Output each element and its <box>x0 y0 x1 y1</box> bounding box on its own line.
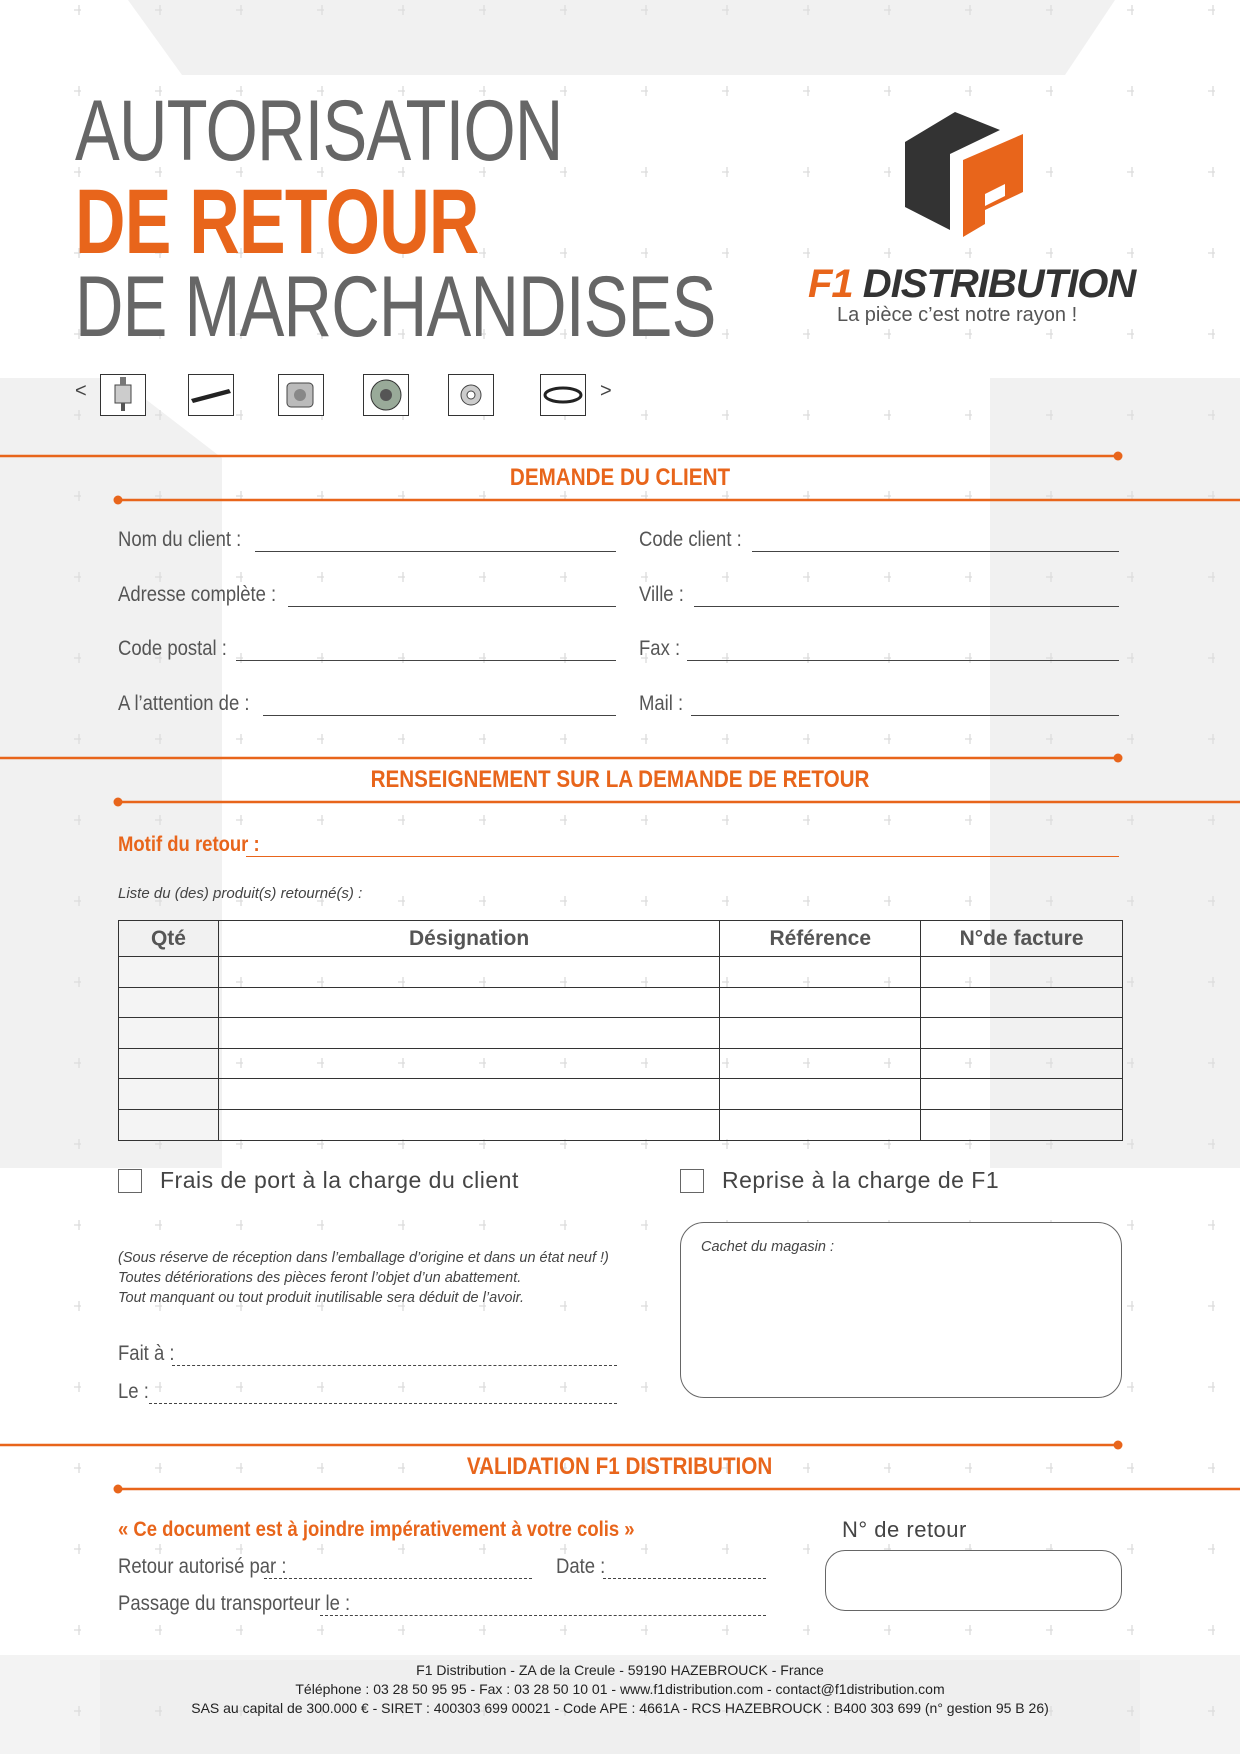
attach-notice: « Ce document est à joindre impérativement à votre colis » <box>118 1518 635 1541</box>
table-cell-designation[interactable] <box>218 1079 719 1110</box>
table-cell-reference[interactable] <box>720 1048 921 1079</box>
authorized-by-field[interactable]: Retour autorisé par : <box>118 1555 532 1579</box>
bearing-icon[interactable] <box>448 374 494 416</box>
table-cell-designation[interactable] <box>218 1048 719 1079</box>
carburetor-icon[interactable] <box>278 374 324 416</box>
table-cell-qty[interactable] <box>119 987 219 1018</box>
table-row <box>119 1079 1123 1110</box>
title-line-1: AUTORISATION <box>75 83 563 179</box>
table-cell-designation[interactable] <box>218 987 719 1018</box>
table-cell-invoice[interactable] <box>921 1079 1123 1110</box>
title-line-2: DE RETOUR <box>75 171 479 273</box>
table-row <box>119 1048 1123 1079</box>
table-cell-reference[interactable] <box>720 957 921 988</box>
carousel-prev-arrow[interactable]: < <box>75 380 87 402</box>
product-list-label: Liste du (des) produit(s) retourné(s) : <box>118 885 363 902</box>
table-cell-qty[interactable] <box>119 1048 219 1079</box>
fax-field[interactable]: Fax : <box>639 637 1119 661</box>
date-le-field[interactable]: Le : <box>118 1380 617 1404</box>
products-table <box>118 920 1123 1141</box>
brand-name: F1 DISTRIBUTION <box>808 262 1136 306</box>
belt-icon[interactable] <box>540 374 586 416</box>
column-header-qty: Qté <box>119 921 219 957</box>
postal-code-field[interactable]: Code postal : <box>118 637 616 661</box>
pickup-f1-label: Reprise à la charge de F1 <box>722 1167 1000 1193</box>
company-footer: F1 Distribution - ZA de la Creule - 59190 HAZEBROUCK - France Téléphone : 03 28 50 95 95 - Fax : 03 28 50 10 01 - www.f1distribution.com - contact@f1distribution.com SAS au capital de 300.000 € - SIRET : 400303 699 00021 - Code APE : 4661A - RCS HAZEBROUCK : B400 303 699 (n° gestion 95 B 26) <box>191 1662 1049 1716</box>
mower-blade-icon[interactable] <box>188 374 234 416</box>
table-cell-reference[interactable] <box>720 1079 921 1110</box>
table-cell-qty[interactable] <box>119 957 219 988</box>
shipping-client-checkbox[interactable] <box>118 1169 142 1193</box>
column-header-invoice: N°de facture <box>921 921 1123 957</box>
pickup-f1-checkbox[interactable] <box>680 1169 704 1193</box>
attention-field[interactable]: A l’attention de : <box>118 692 616 716</box>
trimmer-head-icon[interactable] <box>363 374 409 416</box>
table-cell-designation[interactable] <box>218 1109 719 1140</box>
table-cell-invoice[interactable] <box>921 1018 1123 1049</box>
table-cell-qty[interactable] <box>119 1079 219 1110</box>
table-row <box>119 987 1123 1018</box>
table-row <box>119 1109 1123 1140</box>
table-cell-reference[interactable] <box>720 1109 921 1140</box>
title-line-3: DE MARCHANDISES <box>75 259 716 355</box>
section-title-client: DEMANDE DU CLIENT <box>509 464 731 491</box>
done-at-field[interactable]: Fait à : <box>118 1342 617 1366</box>
city-field[interactable]: Ville : <box>639 583 1119 607</box>
validation-date-field[interactable]: Date : <box>556 1555 766 1579</box>
store-stamp-label: Cachet du magasin : <box>701 1239 834 1255</box>
brand-tagline: La pièce c’est notre rayon ! <box>837 304 1078 326</box>
return-reason-field[interactable]: Motif du retour : <box>118 833 1119 857</box>
conditions-note: (Sous réserve de réception dans l’emballage d’origine et dans un état neuf !) Toutes détériorations des pièces feront l’objet d’un abattement. Tout manquant ou tout produit inutilisable sera déduit de l’avoir. <box>118 1250 609 1306</box>
carrier-pickup-field[interactable]: Passage du transporteur le : <box>118 1592 766 1616</box>
carousel-next-arrow[interactable]: > <box>600 380 612 402</box>
section-title-return: RENSEIGNEMENT SUR LA DEMANDE DE RETOUR <box>370 766 870 793</box>
mail-field[interactable]: Mail : <box>639 692 1119 716</box>
table-cell-reference[interactable] <box>720 987 921 1018</box>
table-cell-designation[interactable] <box>218 957 719 988</box>
shipping-client-label: Frais de port à la charge du client <box>160 1167 519 1193</box>
table-cell-invoice[interactable] <box>921 987 1123 1018</box>
table-cell-qty[interactable] <box>119 1018 219 1049</box>
column-header-designation: Désignation <box>218 921 719 957</box>
return-number-box[interactable] <box>825 1550 1122 1611</box>
section-title-validation: VALIDATION F1 DISTRIBUTION <box>467 1453 773 1480</box>
spark-plug-icon[interactable] <box>100 374 146 416</box>
client-code-field[interactable]: Code client : <box>639 528 1119 552</box>
table-cell-qty[interactable] <box>119 1109 219 1140</box>
client-name-field[interactable]: Nom du client : <box>118 528 616 552</box>
table-cell-reference[interactable] <box>720 1018 921 1049</box>
f1-logo-icon <box>905 112 1025 252</box>
table-cell-invoice[interactable] <box>921 957 1123 988</box>
table-cell-invoice[interactable] <box>921 1109 1123 1140</box>
table-row <box>119 957 1123 988</box>
table-row <box>119 1018 1123 1049</box>
store-stamp-box[interactable] <box>680 1222 1122 1398</box>
table-cell-designation[interactable] <box>218 1018 719 1049</box>
address-field[interactable]: Adresse complète : <box>118 583 616 607</box>
return-number-label: N° de retour <box>842 1517 967 1542</box>
table-cell-invoice[interactable] <box>921 1048 1123 1079</box>
column-header-reference: Référence <box>720 921 921 957</box>
